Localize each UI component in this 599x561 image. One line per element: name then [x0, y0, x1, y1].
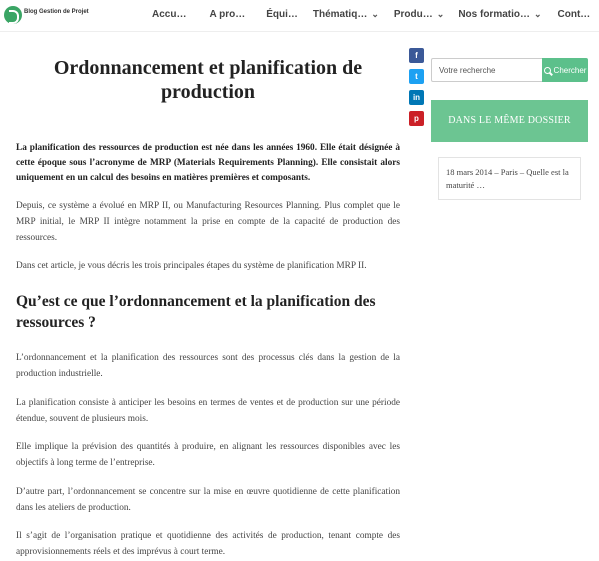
- article-paragraph: Dans cet article, je vous décris les trois principales étapes du système de planification MRP II.: [16, 261, 367, 272]
- search-button[interactable]: [542, 58, 588, 82]
- search-icon: [544, 67, 551, 74]
- nav-item-label: A pro…: [209, 9, 246, 20]
- pinterest-icon: p: [414, 114, 419, 123]
- article-paragraph: L’ordonnancement et la planification des ressources sont des processus clés dans la gestion de la production industrielle.: [16, 353, 400, 380]
- search-button-label: Chercher: [553, 65, 587, 75]
- chevron-down-icon: ⌄: [371, 9, 379, 19]
- twitter-share-button[interactable]: [409, 69, 424, 84]
- nav-item-formations[interactable]: [458, 9, 541, 20]
- section-heading: Qu’est ce que l’ordonnancement et la planification des ressources ?: [16, 292, 376, 332]
- article-paragraph: Il s’agit de l’organisation pratique et quotidienne des activités de production, tenant compte des approvisionnements réels et des imprévus à court terme.: [16, 531, 400, 558]
- article-paragraph: La planification consiste à anticiper les besoins en termes de ventes et de production sur une période étendue, souvent de plusieurs mois.: [16, 397, 400, 424]
- nav-item-label: Cont…: [557, 9, 591, 20]
- linkedin-share-button[interactable]: [409, 90, 424, 105]
- logo-icon[interactable]: [4, 6, 22, 24]
- article-paragraph: D’autre part, l’ordonnancement se concentre sur la mise en œuvre quotidienne de cette planification dans les ateliers de production.: [16, 486, 400, 513]
- nav-item-label: Accu…: [152, 9, 187, 20]
- pinterest-share-button[interactable]: [409, 111, 424, 126]
- site-header: [0, 0, 599, 32]
- main-nav: [152, 9, 590, 20]
- search-input[interactable]: [431, 58, 542, 82]
- chevron-down-icon: ⌄: [436, 9, 445, 19]
- linkedin-icon: in: [412, 93, 421, 102]
- article-intro: La planification des ressources de production est née dans les années 1960. Elle était désignée à cette époque sous l’acronyme de MRP (Materials Requirements Planning). Elle consistait alors uniquement en un calcul des besoins en matières premières et composants.: [16, 143, 400, 183]
- search-form: [431, 58, 588, 82]
- logo-text[interactable]: Blog Gestion de Projet: [24, 9, 89, 15]
- article-paragraph: Elle implique la prévision des quantités à produire, en alignant les ressources disponibles avec les objectifs à long terme de l’entreprise.: [16, 442, 400, 469]
- share-bar: [409, 48, 424, 126]
- twitter-icon: t: [415, 72, 418, 81]
- dossier-item-text: 18 mars 2014 – Paris – Quelle est la maturité …: [446, 167, 569, 190]
- nav-item-produits[interactable]: [394, 9, 444, 20]
- nav-item-equipe[interactable]: [266, 9, 298, 20]
- nav-item-accueil[interactable]: [152, 9, 186, 20]
- facebook-icon: f: [415, 51, 418, 60]
- page-title: Ordonnancement et planification de production: [53, 57, 363, 103]
- nav-item-label: Thématiq…: [312, 9, 368, 20]
- nav-item-label: Produ…: [393, 9, 433, 20]
- facebook-share-button[interactable]: [409, 48, 424, 63]
- article: [16, 56, 400, 561]
- nav-item-label: Équi…: [266, 9, 298, 20]
- chevron-down-icon: ⌄: [533, 9, 542, 19]
- nav-item-label: Nos formatio…: [458, 9, 530, 20]
- article-paragraph: Depuis, ce système a évolué en MRP II, ou Manufacturing Resources Planning. Plus complet que le MRP initial, le MRP II intègre notamment la prise en compte de la capacité de production des ressources.: [16, 200, 400, 244]
- nav-item-thematiques[interactable]: [313, 9, 379, 20]
- nav-item-a-propos[interactable]: [209, 9, 245, 20]
- dossier-heading: DANS LE MÊME DOSSIER: [431, 100, 588, 142]
- nav-item-contact[interactable]: [558, 9, 591, 20]
- dossier-item-link[interactable]: [438, 157, 581, 200]
